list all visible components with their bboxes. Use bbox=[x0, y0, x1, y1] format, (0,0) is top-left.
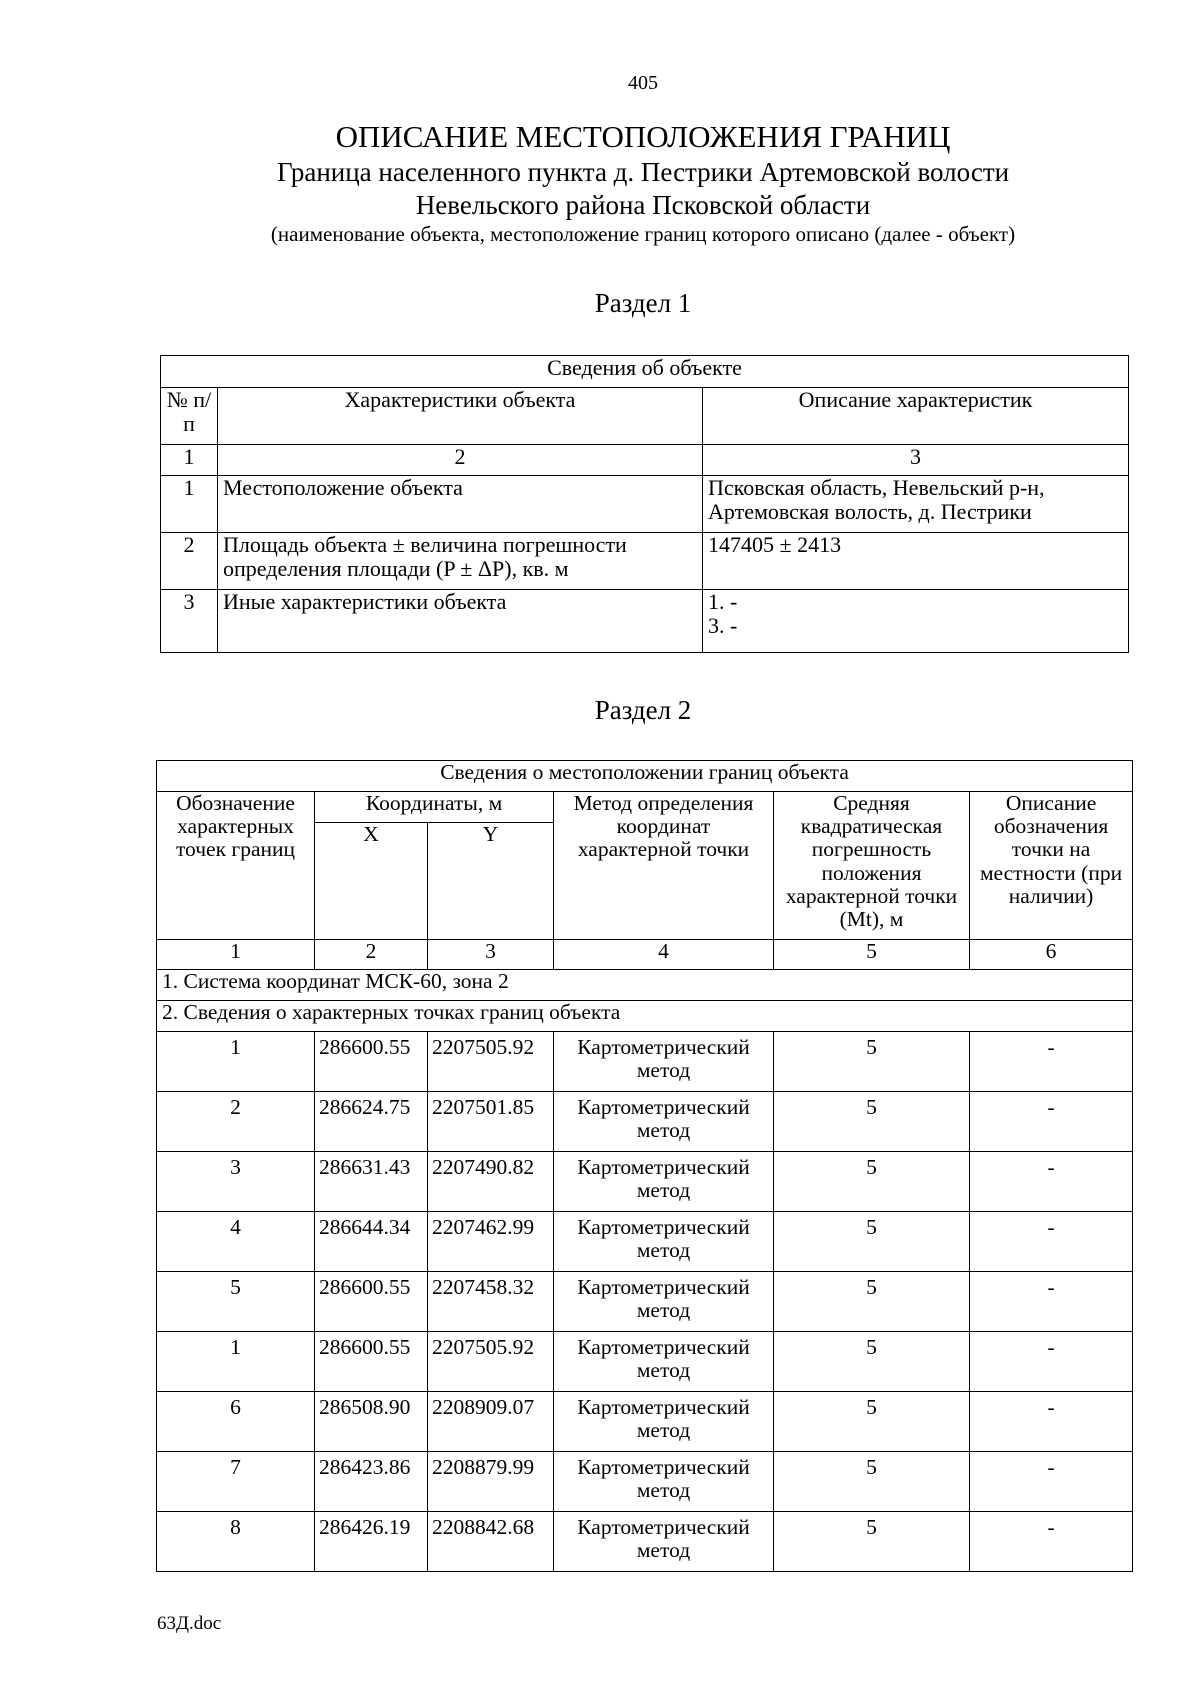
coord-y: 2207462.99 bbox=[428, 1212, 554, 1272]
boundary-table-title: Сведения о местоположении границ объекта bbox=[157, 761, 1133, 792]
col-number: 2 bbox=[218, 445, 703, 476]
method: Картометрический метод bbox=[554, 1092, 774, 1152]
row-number: 1 bbox=[161, 476, 218, 533]
table-row bbox=[157, 1212, 1133, 1272]
table-row bbox=[161, 476, 1129, 533]
row-number: 3 bbox=[161, 590, 218, 653]
coord-x: 286600.55 bbox=[315, 1332, 428, 1392]
coord-x: 286423.86 bbox=[315, 1452, 428, 1512]
coord-y: 2207505.92 bbox=[428, 1332, 554, 1392]
coord-x: 286644.34 bbox=[315, 1212, 428, 1272]
object-info-table bbox=[160, 355, 1129, 653]
header-error: Средняя квадратическая погрешность положения характерной точки (Mt), м bbox=[774, 792, 970, 940]
value-line: Псковская область, Невельский р-н, bbox=[708, 475, 1045, 500]
coord-x: 286508.90 bbox=[315, 1392, 428, 1452]
point-description: - bbox=[970, 1152, 1133, 1212]
coord-x: 286631.43 bbox=[315, 1152, 428, 1212]
title-note: (наименование объекта, местоположение границ которого описано (далее - объект) bbox=[270, 221, 1016, 246]
header-characteristics: Характеристики объекта bbox=[218, 388, 703, 445]
table-row bbox=[161, 590, 1129, 653]
coord-y: 2207501.85 bbox=[428, 1092, 554, 1152]
error: 5 bbox=[774, 1512, 970, 1572]
points-heading: 2. Сведения о характерных точках границ объекта bbox=[157, 1001, 1133, 1032]
col-number: 6 bbox=[970, 940, 1133, 970]
method: Картометрический метод bbox=[554, 1332, 774, 1392]
point-description: - bbox=[970, 1512, 1133, 1572]
header-description: Описание характеристик bbox=[703, 388, 1129, 445]
table-row bbox=[157, 1032, 1133, 1092]
error: 5 bbox=[774, 1332, 970, 1392]
point-id: 5 bbox=[157, 1272, 315, 1332]
error: 5 bbox=[774, 1032, 970, 1092]
header-point: Обозначение характерных точек границ bbox=[157, 792, 315, 940]
col-number: 4 bbox=[554, 940, 774, 970]
point-id: 1 bbox=[157, 1332, 315, 1392]
title-line-2: Граница населенного пункта д. Пестрики Артемовской волости bbox=[276, 156, 1010, 187]
table-row bbox=[157, 1152, 1133, 1212]
coord-system: 1. Система координат МСК-60, зона 2 bbox=[157, 970, 1133, 1001]
header-num: № п/п bbox=[161, 388, 218, 445]
object-info-table-title: Сведения об объекте bbox=[161, 356, 1129, 388]
header-method: Метод определения координат характерной точки bbox=[554, 792, 774, 940]
table-row bbox=[161, 533, 1129, 590]
page-number: 405 bbox=[628, 72, 658, 94]
table-row bbox=[157, 1272, 1133, 1332]
coord-x: 286624.75 bbox=[315, 1092, 428, 1152]
point-description: - bbox=[970, 1272, 1133, 1332]
point-description: - bbox=[970, 1392, 1133, 1452]
value-line: 147405 ± 2413 bbox=[708, 532, 842, 557]
document-title bbox=[0, 118, 1200, 247]
coord-x: 286426.19 bbox=[315, 1512, 428, 1572]
section2-title: Раздел 2 bbox=[594, 695, 692, 725]
error: 5 bbox=[774, 1092, 970, 1152]
header-y: Y bbox=[428, 823, 554, 940]
coord-y: 2208879.99 bbox=[428, 1452, 554, 1512]
method: Картометрический метод bbox=[554, 1272, 774, 1332]
table-row bbox=[157, 1392, 1133, 1452]
col-number: 2 bbox=[315, 940, 428, 970]
table-row bbox=[157, 1332, 1133, 1392]
coord-x: 286600.55 bbox=[315, 1032, 428, 1092]
method: Картометрический метод bbox=[554, 1512, 774, 1572]
point-id: 2 bbox=[157, 1092, 315, 1152]
error: 5 bbox=[774, 1272, 970, 1332]
coord-y: 2207458.32 bbox=[428, 1272, 554, 1332]
table-row bbox=[157, 1512, 1133, 1572]
title-line-3: Невельского района Псковской области bbox=[415, 189, 871, 220]
point-description: - bbox=[970, 1452, 1133, 1512]
method: Картометрический метод bbox=[554, 1392, 774, 1452]
header-point-description: Описание обозначения точки на местности (при наличии) bbox=[970, 792, 1133, 940]
error: 5 bbox=[774, 1452, 970, 1512]
file-name: 63Д.doc bbox=[157, 1613, 222, 1634]
point-id: 4 bbox=[157, 1212, 315, 1272]
boundary-points-table bbox=[156, 760, 1133, 1572]
title-main: ОПИСАНИЕ МЕСТОПОЛОЖЕНИЯ ГРАНИЦ bbox=[335, 119, 951, 154]
coord-y: 2208842.68 bbox=[428, 1512, 554, 1572]
point-id: 8 bbox=[157, 1512, 315, 1572]
point-description: - bbox=[970, 1092, 1133, 1152]
point-id: 1 bbox=[157, 1032, 315, 1092]
col-number: 5 bbox=[774, 940, 970, 970]
coord-y: 2208909.07 bbox=[428, 1392, 554, 1452]
row-value bbox=[703, 590, 1129, 653]
row-name: Местоположение объекта bbox=[218, 476, 703, 533]
method: Картометрический метод bbox=[554, 1152, 774, 1212]
coord-x: 286600.55 bbox=[315, 1272, 428, 1332]
col-number: 1 bbox=[161, 445, 218, 476]
table-row bbox=[157, 1092, 1133, 1152]
row-name: Площадь объекта ± величина погрешности определения площади (P ± ΔP), кв. м bbox=[218, 533, 703, 590]
value-line: Артемовская волость, д. Пестрики bbox=[708, 498, 1032, 524]
point-description: - bbox=[970, 1332, 1133, 1392]
header-coords: Координаты, м bbox=[315, 792, 554, 823]
row-value bbox=[703, 476, 1129, 533]
point-description: - bbox=[970, 1032, 1133, 1092]
point-id: 7 bbox=[157, 1452, 315, 1512]
coord-y: 2207505.92 bbox=[428, 1032, 554, 1092]
col-number: 3 bbox=[703, 445, 1129, 476]
header-x: X bbox=[315, 823, 428, 940]
point-description: - bbox=[970, 1212, 1133, 1272]
row-value bbox=[703, 533, 1129, 590]
value-line: 3. - bbox=[708, 612, 738, 638]
section1-title: Раздел 1 bbox=[594, 288, 692, 318]
point-id: 3 bbox=[157, 1152, 315, 1212]
col-number: 3 bbox=[428, 940, 554, 970]
coord-y: 2207490.82 bbox=[428, 1152, 554, 1212]
error: 5 bbox=[774, 1212, 970, 1272]
col-number: 1 bbox=[157, 940, 315, 970]
error: 5 bbox=[774, 1152, 970, 1212]
error: 5 bbox=[774, 1392, 970, 1452]
row-name: Иные характеристики объекта bbox=[218, 590, 703, 653]
point-id: 6 bbox=[157, 1392, 315, 1452]
method: Картометрический метод bbox=[554, 1452, 774, 1512]
method: Картометрический метод bbox=[554, 1212, 774, 1272]
table-row bbox=[157, 1452, 1133, 1512]
row-number: 2 bbox=[161, 533, 218, 590]
value-line: 1. - bbox=[708, 589, 738, 614]
method: Картометрический метод bbox=[554, 1032, 774, 1092]
